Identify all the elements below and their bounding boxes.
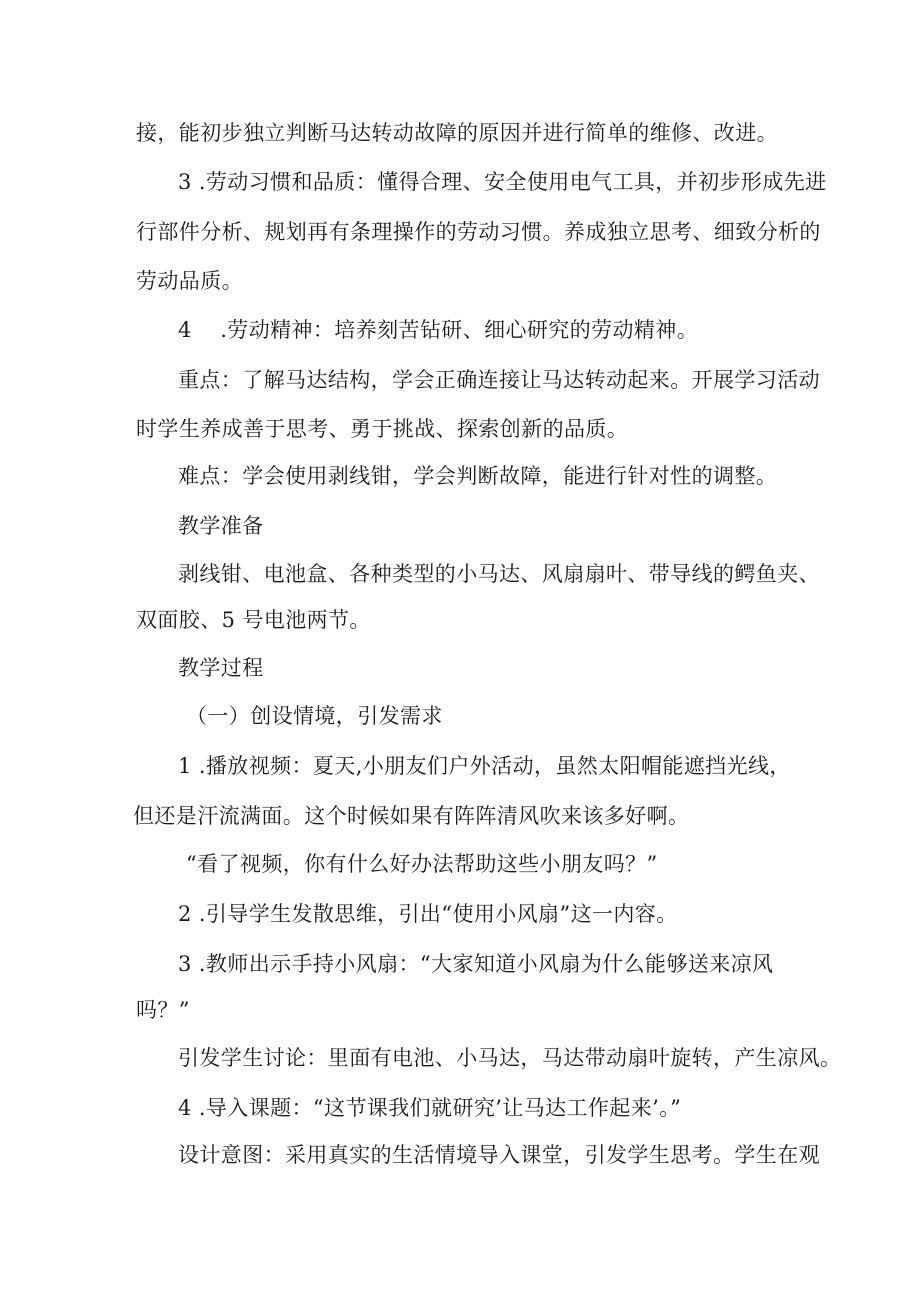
text-line: 吗？” <box>136 998 190 1022</box>
text-line: 但还是汗流满面。这个时候如果有阵阵清风吹来该多好啊。 <box>133 804 690 828</box>
text-line: 3 .教师出示手持小风扇：“大家知道小风扇为什么能够送来凉风 <box>178 952 774 976</box>
text-line: 3 .劳动习惯和品质：懂得合理、安全使用电气工具，并初步形成先进 <box>178 170 827 194</box>
text-line: 4 .劳动精神：培养刻苦钻研、细心研究的劳动精神。 <box>178 318 699 342</box>
section-heading: 教学准备 <box>178 514 264 538</box>
text-line: 劳动品质。 <box>136 269 243 293</box>
text-line: 重点：了解马达结构，学会正确连接让马达转动起来。开展学习活动 <box>178 368 820 392</box>
text-line: “看了视频，你有什么好办法帮助这些小朋友吗？” <box>186 852 658 876</box>
text-line: 行部件分析、规划再有条理操作的劳动习惯。养成独立思考、细致分析的 <box>136 220 821 244</box>
text-line: 1 .播放视频：夏天,小朋友们户外活动，虽然太阳帽能遮挡光线， <box>178 754 791 778</box>
text-line: 2 .引导学生发散思维，引出“使用小风扇”这一内容。 <box>178 902 678 926</box>
text-line: 设计意图：采用真实的生活情境导入课堂，引发学生思考。学生在观 <box>178 1143 820 1167</box>
text-line: 剥线钳、电池盒、各种类型的小马达、风扇扇叶、带导线的鳄鱼夹、 <box>178 562 820 586</box>
text-line: 4 .导入课题：“这节课我们就研究’让马达工作起来’。” <box>178 1096 682 1120</box>
text-line: 时学生养成善于思考、勇于挑战、探索创新的品质。 <box>136 417 629 441</box>
section-heading: 教学过程 <box>178 656 264 680</box>
subsection-heading: （一）创设情境，引发需求 <box>186 704 443 728</box>
text-line: 接，能初步独立判断马达转动故障的原因并进行简单的维修、改进。 <box>136 121 778 145</box>
text-line: 双面胶、5 号电池两节。 <box>136 608 371 632</box>
text-line: 引发学生讨论：里面有电池、小马达，马达带动扇叶旋转，产生凉风。 <box>178 1046 842 1070</box>
text-line: 难点：学会使用剥线钳，学会判断故障，能进行针对性的调整。 <box>178 464 778 488</box>
